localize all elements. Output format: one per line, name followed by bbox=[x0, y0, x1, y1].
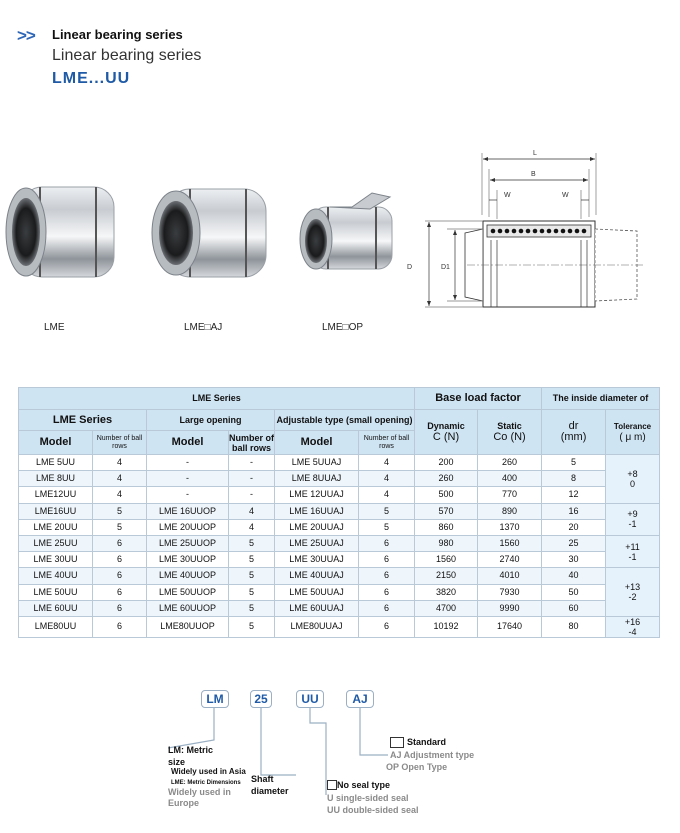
cell-ball-rows: 5 bbox=[93, 519, 147, 535]
cell-open-ball-rows: - bbox=[229, 471, 275, 487]
cell-open-ball-rows: 5 bbox=[229, 600, 275, 616]
dim-W-right: W bbox=[562, 192, 569, 199]
th-dynamic-unit: C (N) bbox=[432, 431, 460, 443]
cell-dynamic: 260 bbox=[415, 471, 478, 487]
cell-open-ball-rows: 5 bbox=[229, 616, 275, 637]
cell-open-model: LME80UUOP bbox=[147, 616, 229, 637]
cell-static: 770 bbox=[478, 487, 542, 503]
cell-open-model: LME 30UUOP bbox=[147, 552, 229, 568]
th-static-label: Static bbox=[497, 421, 522, 431]
cell-open-model: - bbox=[147, 487, 229, 503]
header-subtitle: Linear bearing series bbox=[52, 47, 202, 64]
cell-open-ball-rows: - bbox=[229, 455, 275, 471]
tolerance-upper: +16 bbox=[624, 616, 641, 627]
cell-model: LME 30UU bbox=[19, 552, 93, 568]
cell-dr: 50 bbox=[542, 584, 606, 600]
cell-static: 17640 bbox=[478, 616, 542, 637]
cell-dr: 30 bbox=[542, 552, 606, 568]
cell-open-model: LME 16UUOP bbox=[147, 503, 229, 519]
pn-box-type: AJ bbox=[346, 690, 374, 708]
cell-ball-rows: 4 bbox=[93, 487, 147, 503]
label-lme-op: LME□OP bbox=[322, 322, 364, 333]
cell-ball-rows: 5 bbox=[93, 503, 147, 519]
pn-aj-adjustment: AJ Adjustment type bbox=[390, 750, 475, 760]
cell-ball-rows: 6 bbox=[93, 616, 147, 637]
pn-no-seal-box bbox=[327, 780, 337, 790]
cell-adj-ball-rows: 4 bbox=[359, 471, 415, 487]
cell-dynamic: 1560 bbox=[415, 552, 478, 568]
cell-static: 1560 bbox=[478, 535, 542, 551]
th-ball-rows-2: Number of ball rows bbox=[229, 432, 274, 453]
cell-ball-rows: 4 bbox=[93, 471, 147, 487]
table-row bbox=[19, 600, 660, 616]
table-row bbox=[19, 584, 660, 600]
th-lme-series-top: LME Series bbox=[19, 388, 415, 410]
cell-adj-ball-rows: 6 bbox=[359, 584, 415, 600]
tolerance-upper: +9 bbox=[627, 509, 638, 520]
table-row bbox=[19, 535, 660, 551]
bearing-lme-op-image bbox=[300, 193, 392, 269]
tolerance-lower: -1 bbox=[628, 551, 637, 562]
bearing-lme-aj-image bbox=[152, 189, 266, 277]
cell-dynamic: 3820 bbox=[415, 584, 478, 600]
cell-dynamic: 860 bbox=[415, 519, 478, 535]
th-dr bbox=[542, 410, 606, 455]
th-tolerance bbox=[606, 410, 660, 455]
cell-dynamic: 2150 bbox=[415, 568, 478, 584]
bearing-lme-image bbox=[6, 187, 114, 277]
cell-dynamic: 980 bbox=[415, 535, 478, 551]
cell-tolerance bbox=[606, 568, 660, 617]
dim-D: D bbox=[407, 264, 413, 271]
cell-dynamic: 10192 bbox=[415, 616, 478, 637]
spec-table-body bbox=[19, 455, 660, 638]
cell-dr: 12 bbox=[542, 487, 606, 503]
header-title: Linear bearing series bbox=[52, 27, 183, 42]
cell-open-ball-rows: 5 bbox=[229, 552, 275, 568]
table-row bbox=[19, 471, 660, 487]
cell-static: 2740 bbox=[478, 552, 542, 568]
th-ball-rows-1: Number of ball rows bbox=[93, 431, 147, 455]
cell-adj-ball-rows: 6 bbox=[359, 616, 415, 637]
th-ball-rows-3: Number of ball rows bbox=[359, 431, 415, 455]
pn-no-seal: No seal type bbox=[337, 780, 391, 790]
cell-dr: 16 bbox=[542, 503, 606, 519]
cell-open-model: - bbox=[147, 455, 229, 471]
cell-adj-ball-rows: 4 bbox=[359, 455, 415, 471]
table-row bbox=[19, 552, 660, 568]
cell-open-ball-rows: 4 bbox=[229, 503, 275, 519]
cell-model: LME 50UU bbox=[19, 584, 93, 600]
tolerance-upper: +11 bbox=[625, 541, 640, 552]
th-inside-diameter: The inside diameter of bbox=[542, 388, 660, 410]
cell-model: LME 25UU bbox=[19, 535, 93, 551]
cell-adj-ball-rows: 6 bbox=[359, 568, 415, 584]
cell-tolerance bbox=[606, 455, 660, 504]
cell-dr: 20 bbox=[542, 519, 606, 535]
cell-adj-ball-rows: 5 bbox=[359, 503, 415, 519]
th-large-opening: Large opening bbox=[147, 410, 275, 431]
cell-open-model: LME 60UUOP bbox=[147, 600, 229, 616]
th-static-unit: Co (N) bbox=[493, 431, 526, 443]
cell-open-model: LME 50UUOP bbox=[147, 584, 229, 600]
cell-open-ball-rows: 5 bbox=[229, 535, 275, 551]
cell-model: LME12UU bbox=[19, 487, 93, 503]
cell-adj-ball-rows: 5 bbox=[359, 519, 415, 535]
th-dr-unit: (mm) bbox=[560, 431, 587, 443]
cell-open-model: LME 25UUOP bbox=[147, 535, 229, 551]
cell-dr: 40 bbox=[542, 568, 606, 584]
cell-dynamic: 4700 bbox=[415, 600, 478, 616]
product-images bbox=[0, 175, 400, 290]
cell-model: LME 20UU bbox=[19, 519, 93, 535]
pn-uu-seal: UU double-sided seal bbox=[327, 805, 419, 815]
cell-ball-rows: 6 bbox=[93, 584, 147, 600]
pn-widely-europe-1: Widely used in bbox=[168, 787, 231, 797]
cell-open-ball-rows: - bbox=[229, 487, 275, 503]
pn-widely-europe-2: Europe bbox=[168, 798, 200, 808]
table-row bbox=[19, 568, 660, 584]
cell-open-model: LME 20UUOP bbox=[147, 519, 229, 535]
th-static bbox=[478, 410, 542, 455]
cell-adj-model: LME 50UUAJ bbox=[275, 584, 359, 600]
cell-open-ball-rows: 5 bbox=[229, 568, 275, 584]
tolerance-lower: 0 bbox=[630, 478, 636, 489]
table-row bbox=[19, 503, 660, 519]
table-row bbox=[19, 455, 660, 471]
cell-model: LME 5UU bbox=[19, 455, 93, 471]
cell-adj-model: LME 25UUAJ bbox=[275, 535, 359, 551]
cell-tolerance bbox=[606, 535, 660, 567]
cell-static: 260 bbox=[478, 455, 542, 471]
pn-size: size bbox=[168, 757, 186, 767]
cell-model: LME 8UU bbox=[19, 471, 93, 487]
tolerance-lower: -4 bbox=[628, 626, 637, 637]
cell-ball-rows: 4 bbox=[93, 455, 147, 471]
tolerance-lower: -1 bbox=[628, 519, 637, 530]
pn-box-lm: LM bbox=[201, 690, 229, 708]
pn-standard-box bbox=[390, 737, 404, 748]
pn-box-size: 25 bbox=[250, 690, 272, 708]
th-model-3: Model bbox=[275, 431, 359, 455]
cell-adj-model: LME 60UUAJ bbox=[275, 600, 359, 616]
cell-static: 890 bbox=[478, 503, 542, 519]
cell-open-model: - bbox=[147, 471, 229, 487]
tolerance-lower: -2 bbox=[628, 592, 637, 603]
th-model-2: Model bbox=[147, 431, 229, 455]
cell-model: LME 40UU bbox=[19, 568, 93, 584]
table-row bbox=[19, 616, 660, 637]
cell-adj-model: LME 5UUAJ bbox=[275, 455, 359, 471]
th-model-1: Model bbox=[19, 431, 93, 455]
cell-adj-model: LME 30UUAJ bbox=[275, 552, 359, 568]
header-arrows: >> bbox=[17, 26, 35, 45]
label-lme-aj: LME□AJ bbox=[184, 322, 223, 333]
dim-B: B bbox=[531, 171, 536, 178]
th-tolerance-unit: ( μ m) bbox=[619, 432, 646, 443]
pn-box-seal: UU bbox=[296, 690, 324, 708]
tolerance-upper: +8 bbox=[627, 468, 638, 479]
cell-ball-rows: 6 bbox=[93, 600, 147, 616]
cell-open-ball-rows: 4 bbox=[229, 519, 275, 535]
cell-dr: 60 bbox=[542, 600, 606, 616]
pn-shaft-1: Shaft bbox=[251, 774, 274, 784]
pn-standard: Standard bbox=[407, 737, 447, 747]
pn-u-seal: U single-sided seal bbox=[327, 793, 409, 803]
cell-adj-model: LME 16UUAJ bbox=[275, 503, 359, 519]
cell-adj-model: LME80UUAJ bbox=[275, 616, 359, 637]
cell-tolerance bbox=[606, 616, 660, 637]
cell-ball-rows: 6 bbox=[93, 535, 147, 551]
cell-tolerance bbox=[606, 503, 660, 535]
pn-lme-metric: LME: Metric Dimensions bbox=[171, 780, 241, 786]
th-base-load-factor: Base load factor bbox=[415, 388, 542, 410]
cell-adj-ball-rows: 4 bbox=[359, 487, 415, 503]
cell-ball-rows: 6 bbox=[93, 552, 147, 568]
dim-W-left: W bbox=[504, 192, 511, 199]
cell-adj-model: LME 20UUAJ bbox=[275, 519, 359, 535]
tolerance-upper: +13 bbox=[624, 582, 641, 593]
cell-model: LME16UU bbox=[19, 503, 93, 519]
cell-dr: 8 bbox=[542, 471, 606, 487]
pn-metric: LM: Metric bbox=[168, 745, 213, 755]
pn-widely-asia: Widely used in Asia bbox=[171, 767, 246, 776]
cell-ball-rows: 6 bbox=[93, 568, 147, 584]
label-lme: LME bbox=[44, 322, 65, 333]
cell-adj-ball-rows: 6 bbox=[359, 552, 415, 568]
technical-drawing bbox=[405, 145, 660, 315]
cell-dr: 80 bbox=[542, 616, 606, 637]
cell-dr: 25 bbox=[542, 535, 606, 551]
th-lme-series: LME Series bbox=[19, 410, 147, 431]
cell-open-model: LME 40UUOP bbox=[147, 568, 229, 584]
th-tolerance-label: Tolerance bbox=[613, 422, 652, 431]
table-row bbox=[19, 519, 660, 535]
cell-static: 9990 bbox=[478, 600, 542, 616]
spec-table bbox=[18, 387, 660, 638]
th-dynamic-label: Dynamic bbox=[427, 421, 465, 431]
pn-op-open: OP Open Type bbox=[386, 762, 448, 772]
th-dr-label: dr bbox=[568, 420, 579, 432]
cell-static: 4010 bbox=[478, 568, 542, 584]
th-dynamic bbox=[415, 410, 478, 455]
cell-model: LME80UU bbox=[19, 616, 93, 637]
cell-adj-ball-rows: 6 bbox=[359, 600, 415, 616]
cell-model: LME 60UU bbox=[19, 600, 93, 616]
cell-dynamic: 200 bbox=[415, 455, 478, 471]
table-row bbox=[19, 487, 660, 503]
cell-adj-model: LME 8UUAJ bbox=[275, 471, 359, 487]
dim-D1: D1 bbox=[441, 264, 450, 271]
header-series-code: LME...UU bbox=[52, 70, 131, 87]
pn-shaft-2: diameter bbox=[251, 786, 289, 796]
cell-adj-model: LME 12UUAJ bbox=[275, 487, 359, 503]
cell-open-ball-rows: 5 bbox=[229, 584, 275, 600]
th-adjustable-type: Adjustable type (small opening) bbox=[275, 410, 415, 431]
dim-L: L bbox=[533, 150, 537, 157]
cell-dynamic: 570 bbox=[415, 503, 478, 519]
cell-adj-model: LME 40UUAJ bbox=[275, 568, 359, 584]
cell-static: 1370 bbox=[478, 519, 542, 535]
cell-dr: 5 bbox=[542, 455, 606, 471]
cell-static: 7930 bbox=[478, 584, 542, 600]
cell-dynamic: 500 bbox=[415, 487, 478, 503]
cell-static: 400 bbox=[478, 471, 542, 487]
cell-adj-ball-rows: 6 bbox=[359, 535, 415, 551]
